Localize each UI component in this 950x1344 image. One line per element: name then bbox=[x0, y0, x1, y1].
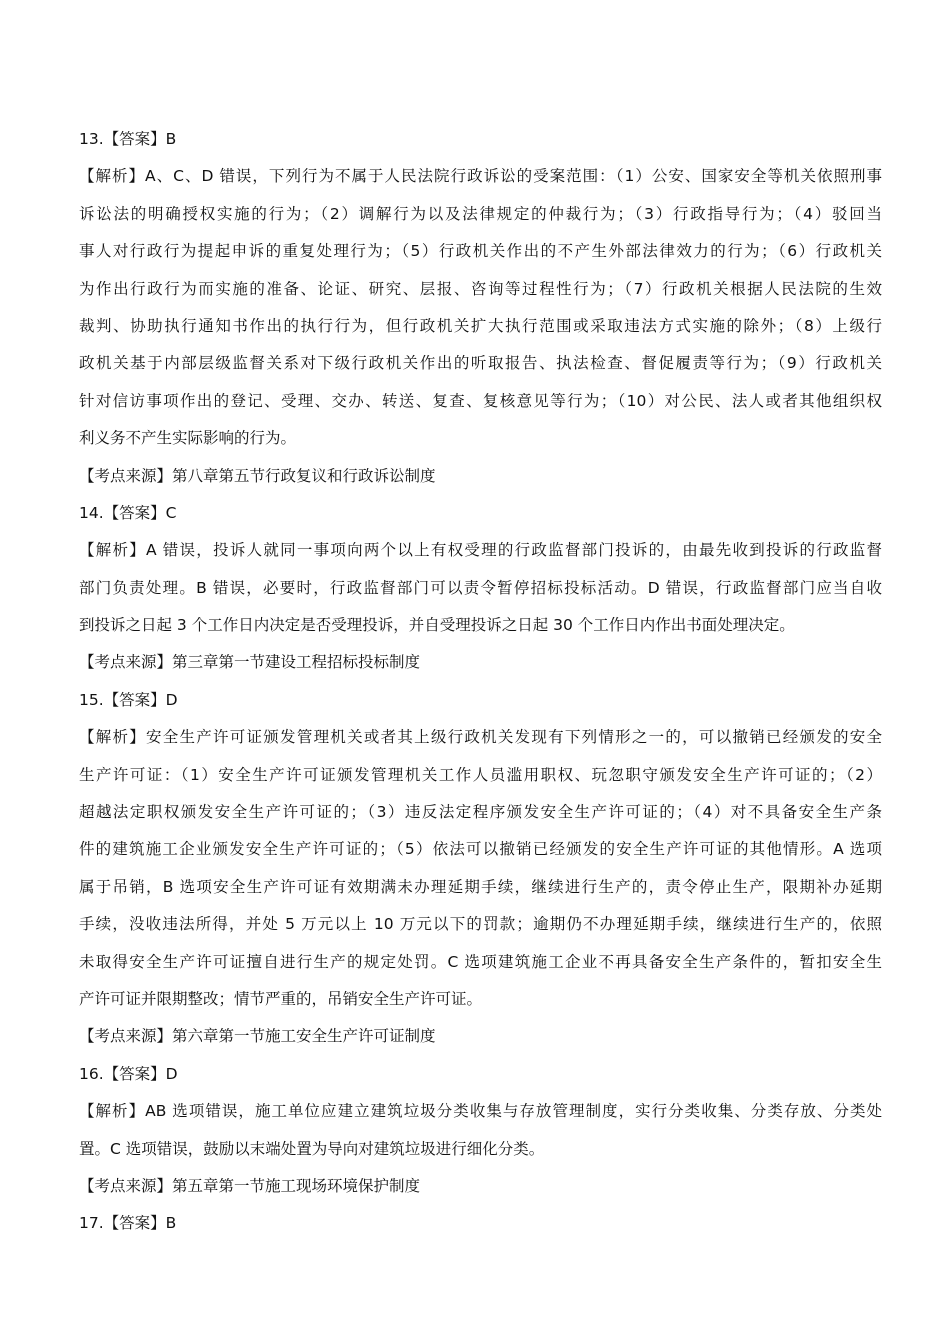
analysis-line: 利义务不产生实际影响的行为。 bbox=[79, 429, 297, 448]
analysis-line: 手续，没收违法所得，并处 5 万元以上 10 万元以下的罚款；逾期仍不办理延期手续，继续进行生产的，依照 bbox=[79, 915, 882, 934]
answer-line: 16.【答案】D bbox=[79, 1064, 178, 1083]
analysis-line: 未取得安全生产许可证擅自进行生产的规定处罚。C 选项建筑施工企业不再具备安全生产条件的，暂扣安全生 bbox=[79, 952, 882, 971]
analysis-line: 部门负责处理。B 错误，必要时，行政监督部门可以责令暂停招标投标活动。D 错误，行政监督部门应当自收 bbox=[79, 578, 882, 597]
source-line: 【考点来源】第三章第一节建设工程招标投标制度 bbox=[79, 653, 421, 672]
analysis-line: 裁判、协助执行通知书作出的执行行为，但行政机关扩大执行范围或采取违法方式实施的除外；（8）上级行 bbox=[79, 316, 882, 335]
answer-line: 17.【答案】B bbox=[79, 1214, 177, 1233]
analysis-line: 事人对行政行为提起申诉的重复处理行为；（5）行政机关作出的不产生外部法律效力的行为；（6）行政机关 bbox=[79, 242, 882, 261]
analysis-line: 件的建筑施工企业颁发安全生产许可证的；（5）依法可以撤销已经颁发的安全生产许可证的其他情形。A 选项 bbox=[79, 840, 882, 859]
analysis-line: 诉讼法的明确授权实施的行为；（2）调解行为以及法律规定的仲裁行为；（3）行政指导行为；（4）驳回当 bbox=[79, 204, 882, 223]
answer-line: 14.【答案】C bbox=[79, 503, 177, 522]
analysis-line: 【解析】安全生产许可证颁发管理机关或者其上级行政机关发现有下列情形之一的，可以撤销已经颁发的安全 bbox=[79, 728, 882, 747]
source-line: 【考点来源】第五章第一节施工现场环境保护制度 bbox=[79, 1176, 421, 1195]
analysis-line: 为作出行政行为而实施的准备、论证、研究、层报、咨询等过程性行为；（7）行政机关根据人民法院的生效 bbox=[79, 279, 882, 298]
answer-line: 15.【答案】D bbox=[79, 690, 178, 709]
analysis-line: 政机关基于内部层级监督关系对下级行政机关作出的听取报告、执法检查、督促履责等行为；（9）行政机关 bbox=[79, 354, 882, 373]
answer-line: 13.【答案】B bbox=[79, 130, 177, 148]
analysis-line: 【解析】A、C、D 错误，下列行为不属于人民法院行政诉讼的受案范围：（1）公安、国家安全等机关依照刑事 bbox=[79, 167, 882, 186]
analysis-line: 属于吊销，B 选项安全生产许可证有效期满未办理延期手续，继续进行生产的，责令停止生产，限期补办延期 bbox=[79, 877, 882, 896]
source-line: 【考点来源】第六章第一节施工安全生产许可证制度 bbox=[79, 1027, 436, 1046]
analysis-line: 置。C 选项错误，鼓励以末端处置为导向对建筑垃圾进行细化分类。 bbox=[79, 1139, 545, 1158]
analysis-line: 产许可证并限期整改；情节严重的，吊销安全生产许可证。 bbox=[79, 989, 483, 1008]
analysis-line: 到投诉之日起 3 个工作日内决定是否受理投诉，并自受理投诉之日起 30 个工作日内作出书面处理决定。 bbox=[79, 616, 795, 635]
analysis-line: 【解析】AB 选项错误，施工单位应建立建筑垃圾分类收集与存放管理制度，实行分类收集、分类存放、分类处 bbox=[79, 1102, 882, 1121]
analysis-line: 超越法定职权颁发安全生产许可证的；（3）违反法定程序颁发安全生产许可证的；（4）对不具备安全生产条 bbox=[79, 803, 882, 822]
analysis-line: 针对信访事项作出的登记、受理、交办、转送、复查、复核意见等行为；（10）对公民、法人或者其他组织权 bbox=[79, 391, 882, 410]
analysis-line: 生产许可证：（1）安全生产许可证颁发管理机关工作人员滥用职权、玩忽职守颁发安全生产许可证的；（2） bbox=[79, 765, 882, 784]
analysis-line: 【解析】A 错误，投诉人就同一事项向两个以上有权受理的行政监督部门投诉的，由最先收到投诉的行政监督 bbox=[79, 541, 882, 560]
source-line: 【考点来源】第八章第五节行政复议和行政诉讼制度 bbox=[79, 466, 436, 485]
